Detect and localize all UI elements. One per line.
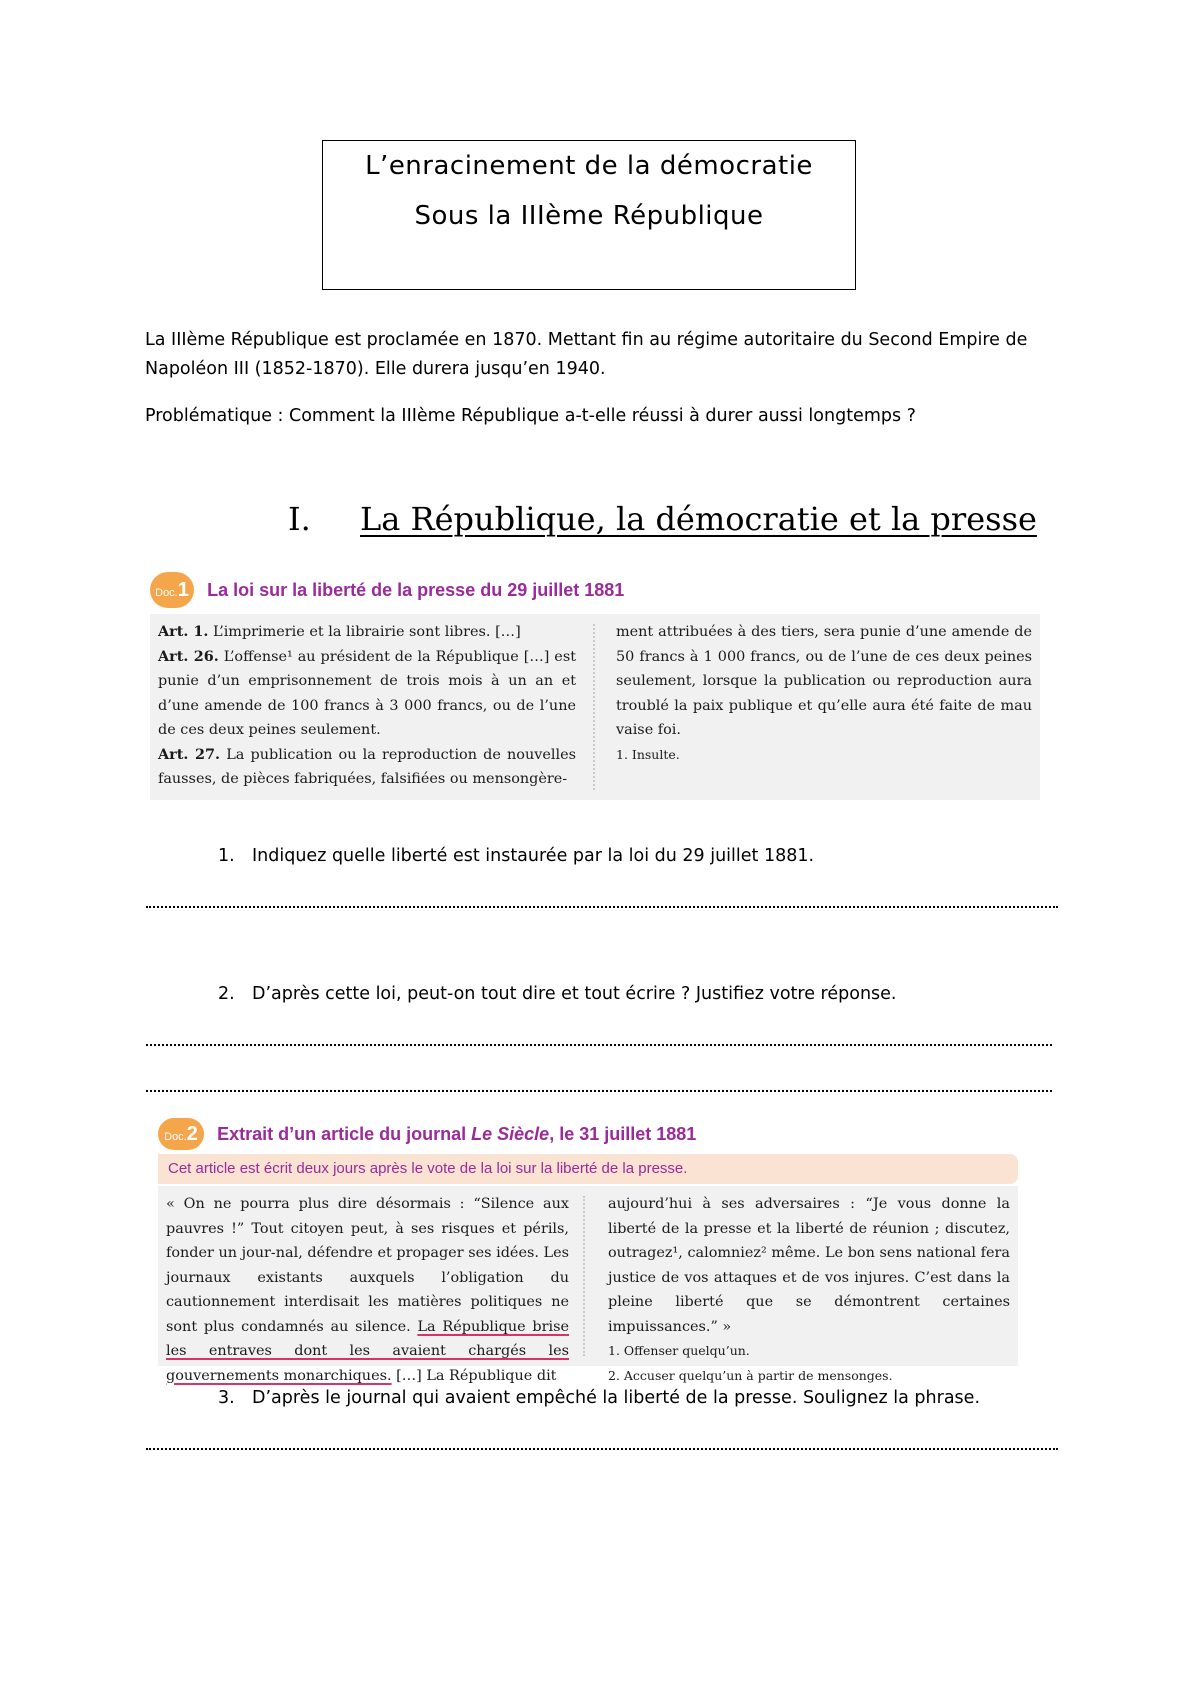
intro-line-1: La IIIème République est proclamée en 1870. Mettant fin au régime autoritaire du Second Empire de [145,330,1028,350]
section-title: La République, la démocratie et la presse [360,500,1037,538]
doc2-column-1 [166,1192,569,1388]
doc2-box [158,1186,1018,1384]
doc2-footnote-1: 1. Offenser quelqu’un. [608,1343,750,1358]
doc1-box [150,614,1040,800]
doc2-underlined-sentence: La République brise les entraves dont les avaient chargés les gouvernements monarchiques. [166,1318,570,1384]
answer-line-3[interactable] [146,1090,1052,1092]
doc2-footnote-2: 2. Accuser quelqu’un à partir de mensonges. [608,1367,893,1383]
answer-line-1[interactable] [146,906,1058,908]
doc1-column-1 [158,620,576,792]
doc2-header [158,1118,696,1150]
doc1-art1-text: L’imprimerie et la librairie sont libres. […] [213,624,521,640]
title-box [322,140,856,290]
doc1-column-2 [616,620,1032,767]
doc2-divider [583,1196,585,1356]
title-line-2: Sous la IIIème République [414,201,764,231]
question-1: 1. Indiquez quelle liberté est instaurée par la loi du 29 juillet 1881. [218,846,815,866]
doc1-art26-text: L’offense¹ au président de la République […] est punie d’un emprisonnement de trois mois à un an et d’une amende de 100 francs à 3 000 francs, ou de l’une de ces deux peines seulement. [158,648,576,738]
doc1-title: La loi sur la liberté de la presse du 29 juillet 1881 [207,579,625,600]
question-3: 3. D’après le journal qui avaient empêché la liberté de la presse. Soulignez la phrase. [218,1388,981,1408]
doc1-col2-text: ment attribuées à des tiers, sera punie d’une amende de 50 francs à 1 000 francs, ou de l’une de ces deux peines seulement, lorsque la publication ou reproduction aura troublé la paix publique et qu’elle aura été faite de mau vaise foi. [616,624,1032,738]
doc1-badge: Doc.1 [150,572,194,608]
problematique: Problématique : Comment la IIIème République a-t-elle réussi à durer aussi longtemps ? [145,406,916,426]
doc1-header [150,572,624,608]
intro-paragraph [145,326,1065,384]
doc1-art27-label: Art. 27. [158,745,221,763]
answer-line-2[interactable] [146,1044,1052,1046]
answer-line-4[interactable] [146,1448,1058,1450]
section-heading [288,500,1037,538]
intro-line-2: Napoléon III (1852-1870). Elle durera jusqu’en 1940. [145,359,606,379]
doc2-column-2 [608,1192,1010,1388]
doc1-footnote: 1. Insulte. [616,746,680,762]
doc2-badge: Doc.2 [158,1118,204,1150]
doc1-art1-label: Art. 1. [158,623,209,640]
doc2-col1-end: […] La République dit [396,1367,557,1384]
doc2-col2-text: aujourd’hui à ses adversaires : “Je vous donne la liberté de la presse et la liberté de réunion ; discutez, outragez¹, calomniez² même. Le bon sens national fera justice de vos attaques et de vos injures. C’est dans la pleine liberté que se démontrent certaines impuissances.” » [608,1196,1010,1335]
doc1-art26-label: Art. 26. [158,647,219,665]
question-2: 2. D’après cette loi, peut-on tout dire et tout écrire ? Justifiez votre réponse. [218,984,897,1004]
title-line-1: L’enracinement de la démocratie [365,151,813,181]
doc1-divider [593,624,595,790]
doc2-col1-text: « On ne pourra plus dire désormais : “Silence aux pauvres !” Tout citoyen peut, à ses risques et périls, fonder un jour-nal, défendre et propager ses idées. Les journaux existants auxquels l’obligation du cautionnement interdisait les matières politiques ne sont plus condamnés au silence. [166,1196,569,1335]
section-number: I. [288,500,311,538]
doc1-art27-text: La publication ou la reproduction de nouvelles fausses, de pièces fabriquées, falsifiées ou mensongère- [158,746,576,787]
doc2-title: Extrait d’un article du journal Le Siècle, le 31 juillet 1881 [217,1123,697,1144]
doc2-intro: Cet article est écrit deux jours après le vote de la loi sur la liberté de la presse. [158,1154,1018,1184]
